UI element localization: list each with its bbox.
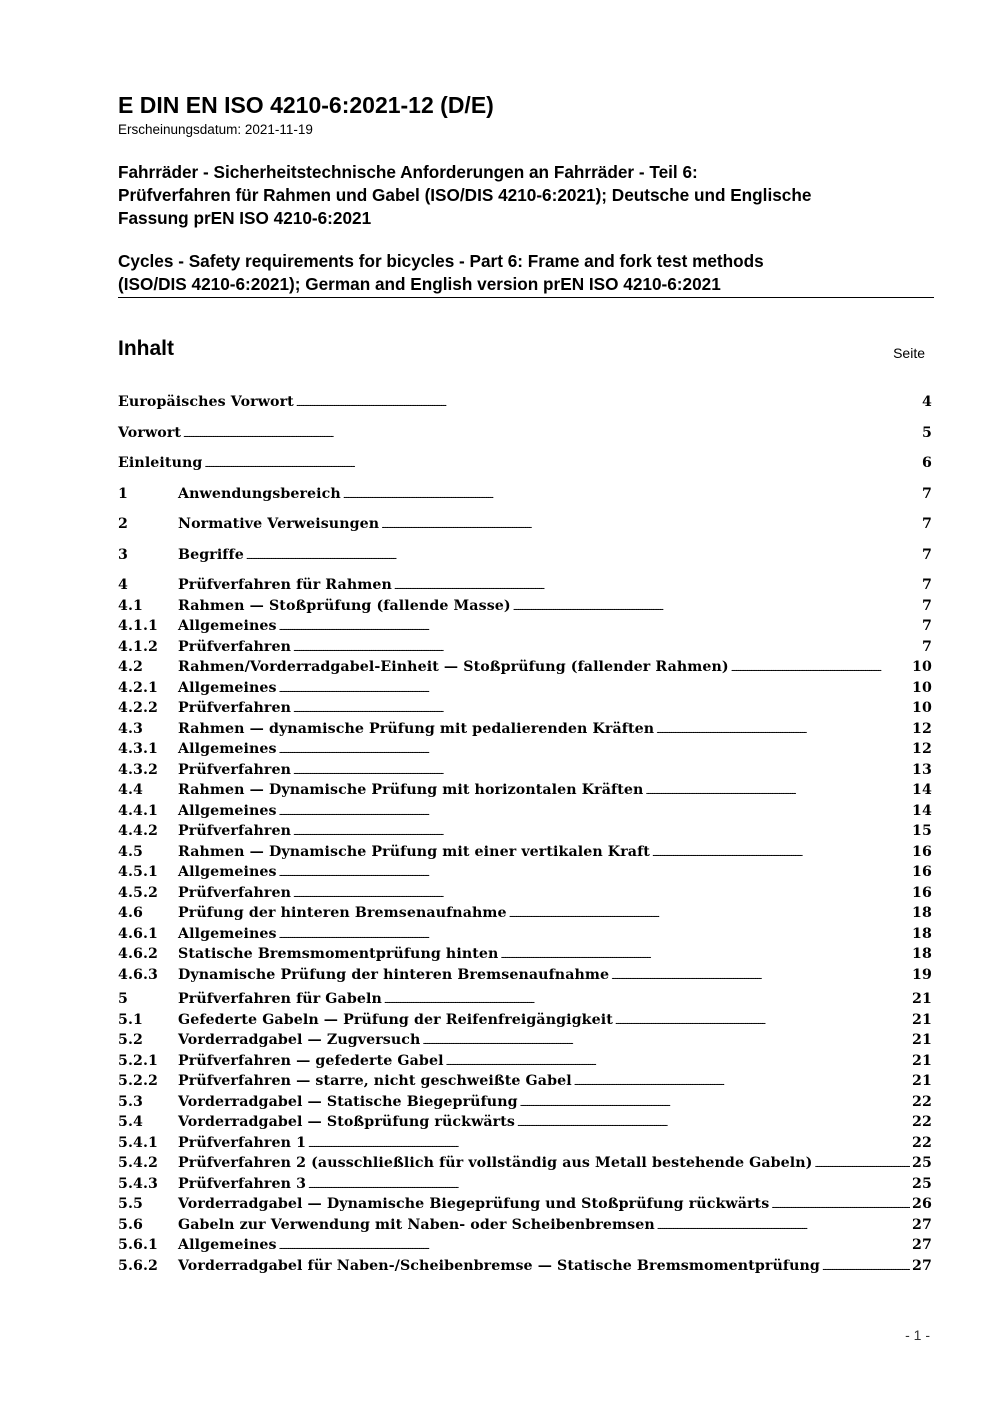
toc-dot-leader xyxy=(279,678,910,701)
toc-entry-number: 4.4.2 xyxy=(118,823,158,839)
toc-entry-page: 18 xyxy=(912,925,932,942)
toc-entry-label: Allgemeines xyxy=(178,741,277,757)
toc-entry[interactable] xyxy=(118,719,932,740)
toc-entry[interactable] xyxy=(118,739,932,760)
toc-dot-leader xyxy=(731,657,910,680)
page-number: - 1 - xyxy=(905,1327,930,1343)
toc-entry[interactable] xyxy=(118,1112,932,1133)
toc-dot-leader xyxy=(657,1215,910,1238)
toc-dot-leader xyxy=(446,1051,910,1074)
toc-entry-page: 26 xyxy=(912,1196,932,1212)
toc-entry-number: 4.6.1 xyxy=(118,925,158,942)
toc-entry[interactable] xyxy=(118,1071,932,1092)
toc-entry-page: 16 xyxy=(912,843,932,860)
toc-entry-number: 4.2.1 xyxy=(118,679,158,696)
toc-entry-number: 5.6.2 xyxy=(118,1257,158,1274)
toc-entry-page: 21 xyxy=(912,1032,932,1048)
toc-entry-page: 10 xyxy=(912,659,932,675)
toc-entry-page: 5 xyxy=(922,424,932,441)
toc-entry-page: 21 xyxy=(912,1052,932,1069)
toc-entry[interactable] xyxy=(118,423,932,444)
toc-entry-page: 13 xyxy=(912,761,932,778)
toc-entry-number: 4.5.1 xyxy=(118,864,158,880)
toc-entry-label: Normative Verweisungen xyxy=(178,516,380,532)
toc-entry[interactable] xyxy=(118,596,932,617)
toc-entry-number: 5.6.1 xyxy=(118,1237,158,1253)
toc-entry-label: Prüfverfahren 3 xyxy=(178,1175,307,1192)
toc-entry[interactable] xyxy=(118,965,932,986)
toc-entry-label: Prüfverfahren — starre, nicht geschweißte Gabel xyxy=(178,1073,572,1089)
toc-dot-leader xyxy=(183,423,920,446)
toc-entry-page: 12 xyxy=(912,741,932,757)
toc-dot-leader xyxy=(246,545,920,568)
toc-entry[interactable] xyxy=(118,678,932,699)
toc-entry[interactable] xyxy=(118,1194,932,1215)
toc-entry-number: 4.4 xyxy=(118,782,143,798)
toc-entry-label: Anwendungsbereich xyxy=(178,485,341,502)
toc-entry-label: Vorderradgabel — Stoßprüfung rückwärts xyxy=(178,1114,515,1130)
toc-dot-leader xyxy=(279,1235,910,1258)
toc-entry-page: 25 xyxy=(912,1155,932,1171)
toc-dot-leader xyxy=(296,392,920,415)
toc-entry-number: 4 xyxy=(118,577,128,593)
title-english-line: (ISO/DIS 4210-6:2021); German and English version prEN ISO 4210-6:2021 xyxy=(118,274,721,294)
toc-entry-label: Prüfverfahren xyxy=(178,884,292,901)
toc-entry-page: 7 xyxy=(922,597,932,614)
toc-entry-number: 2 xyxy=(118,516,128,532)
toc-entry[interactable] xyxy=(118,637,932,658)
toc-dot-leader xyxy=(611,965,910,988)
toc-entry-page: 7 xyxy=(922,485,932,502)
toc-entry-page: 27 xyxy=(912,1216,932,1233)
toc-entry[interactable] xyxy=(118,1215,932,1236)
toc-entry-number: 5.2.1 xyxy=(118,1052,158,1069)
toc-entry[interactable] xyxy=(118,944,932,965)
toc-entry-page: 22 xyxy=(912,1114,932,1130)
toc-entry[interactable] xyxy=(118,1174,932,1195)
toc-entry-number: 4.3 xyxy=(118,720,143,737)
toc-entry[interactable] xyxy=(118,1256,932,1277)
toc-dot-leader xyxy=(279,739,910,762)
toc-dot-leader xyxy=(574,1071,910,1094)
toc-dot-leader xyxy=(279,616,920,639)
toc-entry-page: 16 xyxy=(912,864,932,880)
toc-dot-leader xyxy=(394,575,920,598)
toc-entry-page: 14 xyxy=(912,802,932,819)
toc-entry-page: 12 xyxy=(912,720,932,737)
toc-dot-leader xyxy=(293,883,910,906)
toc-entry-page: 27 xyxy=(912,1257,932,1274)
toc-entry-label: Prüfverfahren 2 (ausschließlich für vollständig aus Metall bestehende Gabeln) xyxy=(178,1155,813,1171)
toc-entry[interactable] xyxy=(118,883,932,904)
toc-dot-leader xyxy=(652,842,910,865)
toc-dot-leader xyxy=(500,944,910,967)
title-divider xyxy=(118,297,934,298)
title-english xyxy=(118,250,938,296)
toc-entry-label: Allgemeines xyxy=(178,802,277,819)
toc-entry-page: 21 xyxy=(912,1073,932,1089)
toc-entry-number: 4.6 xyxy=(118,905,143,921)
toc-entry-page: 21 xyxy=(912,1011,932,1028)
toc-entry-page: 10 xyxy=(912,679,932,696)
toc-entry[interactable] xyxy=(118,616,932,637)
toc-dot-leader xyxy=(384,989,910,1012)
toc-dot-leader xyxy=(293,698,910,721)
toc-dot-leader xyxy=(343,484,920,507)
toc-entry-page: 21 xyxy=(912,991,932,1007)
toc-entry-page: 22 xyxy=(912,1134,932,1151)
toc-entry[interactable] xyxy=(118,453,932,474)
toc-heading: Inhalt xyxy=(118,337,174,360)
toc-entry-page: 25 xyxy=(912,1175,932,1192)
toc-entry-label: Gabeln zur Verwendung mit Naben- oder Scheibenbremsen xyxy=(178,1216,655,1233)
toc-dot-leader xyxy=(517,1112,910,1135)
toc-dot-leader xyxy=(615,1010,910,1033)
toc-entry-label: Prüfverfahren für Gabeln xyxy=(178,991,382,1007)
toc-entry[interactable] xyxy=(118,484,932,505)
toc-entry[interactable] xyxy=(118,1153,932,1174)
toc-entry-label: Begriffe xyxy=(178,546,244,563)
toc-entry-page: 27 xyxy=(912,1237,932,1253)
toc-entry-page: 6 xyxy=(922,455,932,471)
toc-entry-label: Prüfung der hinteren Bremsenaufnahme xyxy=(178,905,507,921)
toc-entry-label: Vorderradgabel — Zugversuch xyxy=(178,1032,421,1048)
toc-entry-page: 18 xyxy=(912,946,932,962)
toc-entry-label: Vorderradgabel für Naben-/Scheibenbremse — Statische Bremsmomentprüfung xyxy=(178,1257,820,1274)
toc-dot-leader xyxy=(509,903,910,926)
toc-entry[interactable] xyxy=(118,989,932,1010)
toc-entry-label: Allgemeines xyxy=(178,679,277,696)
toc-dot-leader xyxy=(293,821,910,844)
toc-entry[interactable] xyxy=(118,780,932,801)
toc-entry-page: 10 xyxy=(912,700,932,716)
toc-entry-label: Europäisches Vorwort xyxy=(118,394,294,410)
toc-entry-number: 4.6.3 xyxy=(118,966,158,983)
title-german xyxy=(118,161,938,230)
toc-dot-leader xyxy=(308,1174,910,1197)
toc-entry-page: 19 xyxy=(912,966,932,983)
title-german-line: Fassung prEN ISO 4210-6:2021 xyxy=(118,208,372,228)
toc-entry[interactable] xyxy=(118,903,932,924)
toc-entry-number: 4.2 xyxy=(118,659,143,675)
toc-entry-number: 5.5 xyxy=(118,1196,143,1212)
toc-entry-page: 7 xyxy=(922,516,932,532)
toc-dot-leader xyxy=(645,780,910,803)
toc-entry-label: Rahmen — Stoßprüfung (fallende Masse) xyxy=(178,597,511,614)
toc-entry[interactable] xyxy=(118,924,932,945)
toc-entry-label: Vorderradgabel — Statische Biegeprüfung xyxy=(178,1093,518,1110)
toc-dot-leader xyxy=(308,1133,910,1156)
toc-entry[interactable] xyxy=(118,514,932,535)
toc-entry-number: 5.1 xyxy=(118,1011,143,1028)
toc-entry-page: 7 xyxy=(922,618,932,634)
toc-entry[interactable] xyxy=(118,842,932,863)
toc-entry-number: 4.2.2 xyxy=(118,700,158,716)
toc-entry-page: 14 xyxy=(912,782,932,798)
toc-entry-label: Rahmen — dynamische Prüfung mit pedalierenden Kräften xyxy=(178,720,655,737)
toc-entry-number: 4.5 xyxy=(118,843,143,860)
toc-entry-label: Allgemeines xyxy=(178,925,277,942)
toc-entry[interactable] xyxy=(118,392,932,413)
toc-entry[interactable] xyxy=(118,862,932,883)
toc-entry-number: 1 xyxy=(118,485,128,502)
toc-entry-number: 5.4 xyxy=(118,1114,143,1130)
toc-dot-leader xyxy=(520,1092,910,1115)
toc-entry-number: 4.3.1 xyxy=(118,741,158,757)
toc-page-column-label: Seite xyxy=(893,345,925,361)
toc-entry[interactable] xyxy=(118,657,932,678)
toc-dot-leader xyxy=(279,862,910,885)
toc-dot-leader xyxy=(656,719,910,742)
toc-entry[interactable] xyxy=(118,1030,932,1051)
toc-dot-leader xyxy=(279,924,910,947)
toc-entry-page: 7 xyxy=(922,577,932,593)
toc-dot-leader xyxy=(293,760,910,783)
toc-entry[interactable] xyxy=(118,575,932,596)
toc-dot-leader xyxy=(381,514,920,537)
toc-dot-leader xyxy=(422,1030,910,1053)
toc-entry[interactable] xyxy=(118,1051,932,1072)
toc-entry-label: Einleitung xyxy=(118,455,203,471)
toc-entry-label: Prüfverfahren 1 xyxy=(178,1134,307,1151)
toc-entry-label: Prüfverfahren für Rahmen xyxy=(178,577,392,593)
toc-entry-page: 22 xyxy=(912,1093,932,1110)
toc-dot-leader xyxy=(204,453,920,476)
toc-entry-number: 5.6 xyxy=(118,1216,143,1233)
title-english-line: Cycles - Safety requirements for bicycles - Part 6: Frame and fork test methods xyxy=(118,251,764,271)
toc-entry[interactable] xyxy=(118,698,932,719)
toc-entry-number: 5.2 xyxy=(118,1032,143,1048)
toc-entry-number: 4.4.1 xyxy=(118,802,158,819)
toc-entry-label: Vorwort xyxy=(118,424,182,441)
toc-dot-leader xyxy=(815,1153,911,1176)
toc-entry-number: 5.2.2 xyxy=(118,1073,158,1089)
toc-entry-label: Prüfverfahren xyxy=(178,823,292,839)
toc-entry[interactable] xyxy=(118,1235,932,1256)
toc-entry-number: 5 xyxy=(118,991,128,1007)
toc-entry-label: Rahmen — Dynamische Prüfung mit einer vertikalen Kraft xyxy=(178,843,650,860)
toc-entry-number: 4.6.2 xyxy=(118,946,158,962)
toc-entry-label: Rahmen/Vorderradgabel-Einheit — Stoßprüfung (fallender Rahmen) xyxy=(178,659,729,675)
toc-entry-number: 5.4.2 xyxy=(118,1155,158,1171)
publication-date: Erscheinungsdatum: 2021-11-19 xyxy=(118,122,313,137)
toc-entry-label: Allgemeines xyxy=(178,618,277,634)
toc-entry-label: Vorderradgabel — Dynamische Biegeprüfung und Stoßprüfung rückwärts xyxy=(178,1196,770,1212)
toc-entry-number: 4.5.2 xyxy=(118,884,158,901)
toc-entry-page: 15 xyxy=(912,823,932,839)
toc-entry-label: Prüfverfahren xyxy=(178,638,292,655)
toc-entry[interactable] xyxy=(118,1133,932,1154)
toc-entry-label: Allgemeines xyxy=(178,1237,277,1253)
toc-entry-number: 5.4.1 xyxy=(118,1134,158,1151)
toc-entry-number: 3 xyxy=(118,546,128,563)
toc-entry-number: 4.1 xyxy=(118,597,143,614)
toc-entry-label: Rahmen — Dynamische Prüfung mit horizontalen Kräften xyxy=(178,782,644,798)
toc-entry-page: 7 xyxy=(922,638,932,655)
toc-entry-number: 5.3 xyxy=(118,1093,143,1110)
toc-entry-label: Dynamische Prüfung der hinteren Bremsenaufnahme xyxy=(178,966,610,983)
table-of-contents xyxy=(118,392,932,1276)
toc-dot-leader xyxy=(822,1256,910,1279)
toc-entry-number: 4.1.2 xyxy=(118,638,158,655)
title-german-line: Fahrräder - Sicherheitstechnische Anforderungen an Fahrräder - Teil 6: xyxy=(118,162,698,182)
toc-entry-number: 5.4.3 xyxy=(118,1175,158,1192)
toc-entry-number: 4.3.2 xyxy=(118,761,158,778)
toc-entry-number: 4.1.1 xyxy=(118,618,158,634)
toc-entry-label: Allgemeines xyxy=(178,864,277,880)
toc-entry-page: 18 xyxy=(912,905,932,921)
toc-entry-page: 4 xyxy=(922,394,932,410)
toc-entry-label: Statische Bremsmomentprüfung hinten xyxy=(178,946,499,962)
toc-entry[interactable] xyxy=(118,801,932,822)
document-id: E DIN EN ISO 4210-6:2021-12 (D/E) xyxy=(118,92,494,118)
toc-entry[interactable] xyxy=(118,1092,932,1113)
toc-entry-label: Prüfverfahren — gefederte Gabel xyxy=(178,1052,444,1069)
toc-entry-page: 16 xyxy=(912,884,932,901)
toc-entry[interactable] xyxy=(118,821,932,842)
toc-dot-leader xyxy=(771,1194,910,1217)
toc-entry-label: Prüfverfahren xyxy=(178,700,292,716)
toc-entry[interactable] xyxy=(118,545,932,566)
toc-dot-leader xyxy=(293,637,920,660)
toc-entry-label: Gefederte Gabeln — Prüfung der Reifenfreigängigkeit xyxy=(178,1011,613,1028)
title-german-line: Prüfverfahren für Rahmen und Gabel (ISO/DIS 4210-6:2021); Deutsche und Englische xyxy=(118,185,812,205)
toc-entry[interactable] xyxy=(118,1010,932,1031)
toc-dot-leader xyxy=(513,596,920,619)
toc-dot-leader xyxy=(279,801,910,824)
toc-entry-label: Prüfverfahren xyxy=(178,761,292,778)
toc-entry[interactable] xyxy=(118,760,932,781)
toc-entry-page: 7 xyxy=(922,546,932,563)
